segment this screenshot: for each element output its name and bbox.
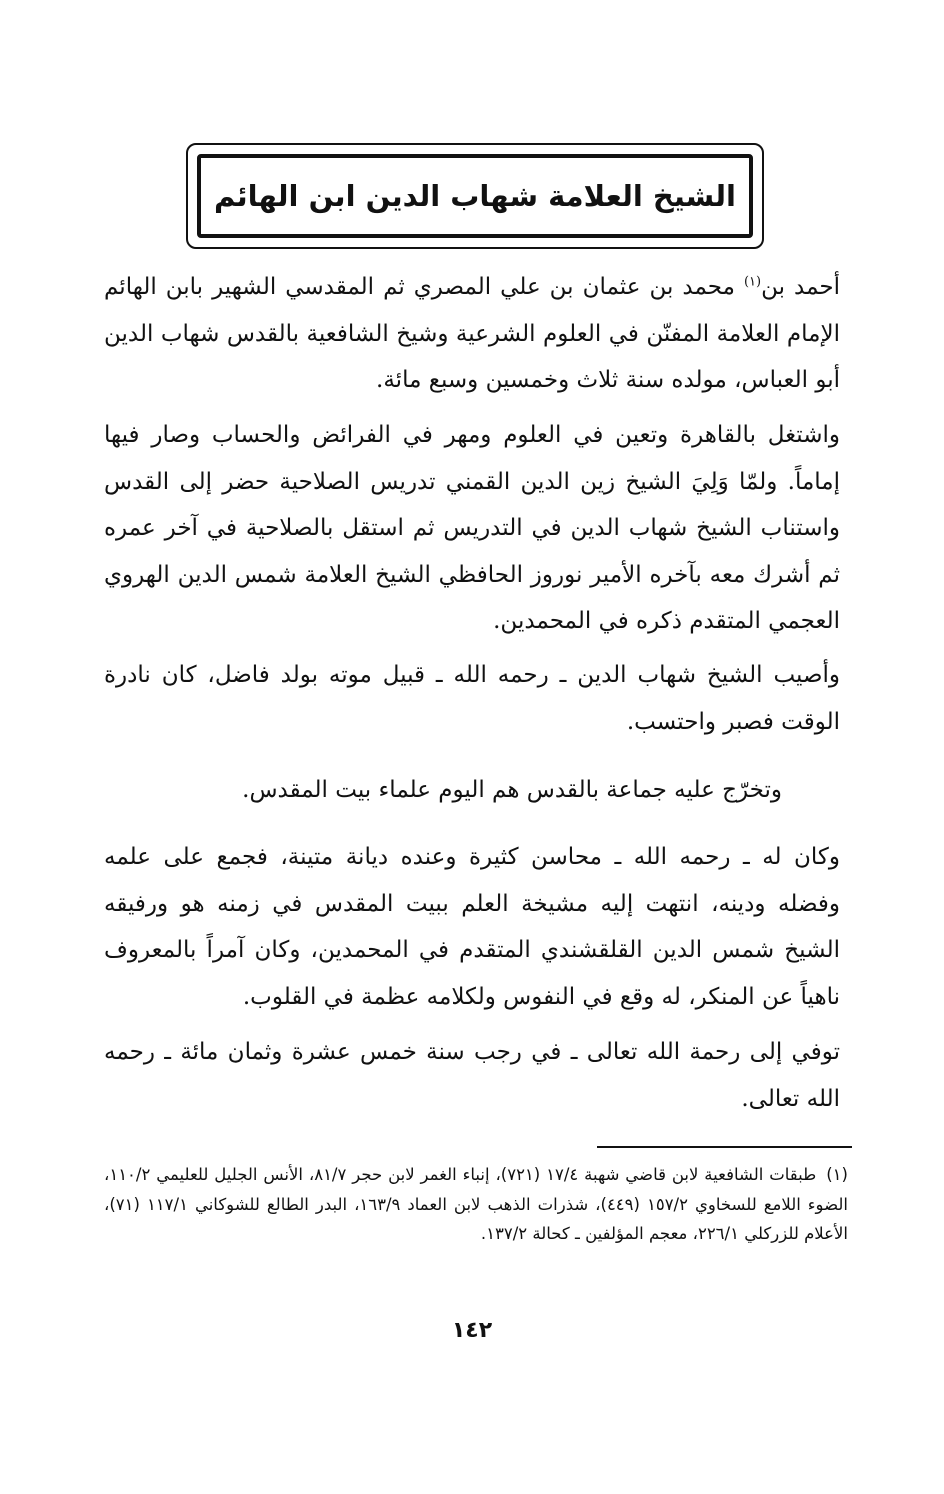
paragraph-6: توفي إلى رحمة الله تعالى ـ في رجب سنة خمس عشرة وثمان مائة ـ رحمه الله تعالى. <box>104 1039 840 1112</box>
paragraph-2: واشتغل بالقاهرة وتعين في العلوم ومهر في الفرائض والحساب وصار فيها إماماً. ولمّا وَلِيَ الشيخ زين الدين القمني تدريس الصلاحية حضر إلى القدس واستناب الشيخ شهاب الدين في التدريس ثم استقل بالصلاحية في آخر عمره ثم أشرك معه بآخره الأمير نوروز الحافظي الشيخ العلامة شمس الدين الهروي العجمي المتقدم ذكره في المحمدين. <box>104 422 840 634</box>
paragraph-3: وأصيب الشيخ شهاب الدين ـ رحمه الله ـ قبيل موته بولد فاضل، كان نادرة الوقت فصبر واحتسب. <box>104 662 840 735</box>
title-inner-border <box>197 154 753 238</box>
footnote <box>104 1160 848 1249</box>
paragraph-1 <box>104 264 840 404</box>
footnote-reference: (١) <box>743 274 762 290</box>
page-title: الشيخ العلامة شهاب الدين ابن الهائم <box>214 179 736 213</box>
paragraph-4: وتخرّج عليه جماعة بالقدس هم اليوم علماء بيت المقدس. <box>242 777 782 803</box>
paragraph-1-start: أحمد بن <box>761 274 840 300</box>
page-number: ١٤٢ <box>451 1318 493 1343</box>
footnote-number: (١) <box>826 1165 848 1184</box>
title-frame <box>186 143 764 249</box>
paragraph-1-rest: محمد بن عثمان بن علي المصري ثم المقدسي الشهير بابن الهائم الإمام العلامة المفنّن في العلوم الشرعية وشيخ الشافعية بالقدس شهاب الدين أبو العباس، مولده سنة ثلاث وخمسين وسبع مائة. <box>104 274 840 393</box>
footnote-text: طبقات الشافعية لابن قاضي شهبة ١٧/٤ (٧٢١)، إنباء الغمر لابن حجر ٨١/٧، الأنس الجليل للعليمي ١١٠/٢، الضوء اللامع للسخاوي ١٥٧/٢ (٤٤٩)، شذرات الذهب لابن العماد ١٦٣/٩، البدر الطالع للشوكاني ١١٧/١ (٧١)، الأعلام للزركلي ٢٢٦/١، معجم المؤلفين ـ كحالة ١٣٧/٢. <box>104 1165 849 1243</box>
footnote-divider <box>597 1146 852 1148</box>
paragraph-5: وكان له ـ رحمه الله ـ محاسن كثيرة وعنده ديانة متينة، فجمع على علمه وفضله ودينه، انتهت إليه مشيخة العلم ببيت المقدس في زمنه هو ورفيقه الشيخ شمس الدين القلقشندي المتقدم في المحمدين، وكان آمراً بالمعروف ناهياً عن المنكر، له وقع في النفوس ولكلامه عظمة في القلوب. <box>104 844 840 1010</box>
